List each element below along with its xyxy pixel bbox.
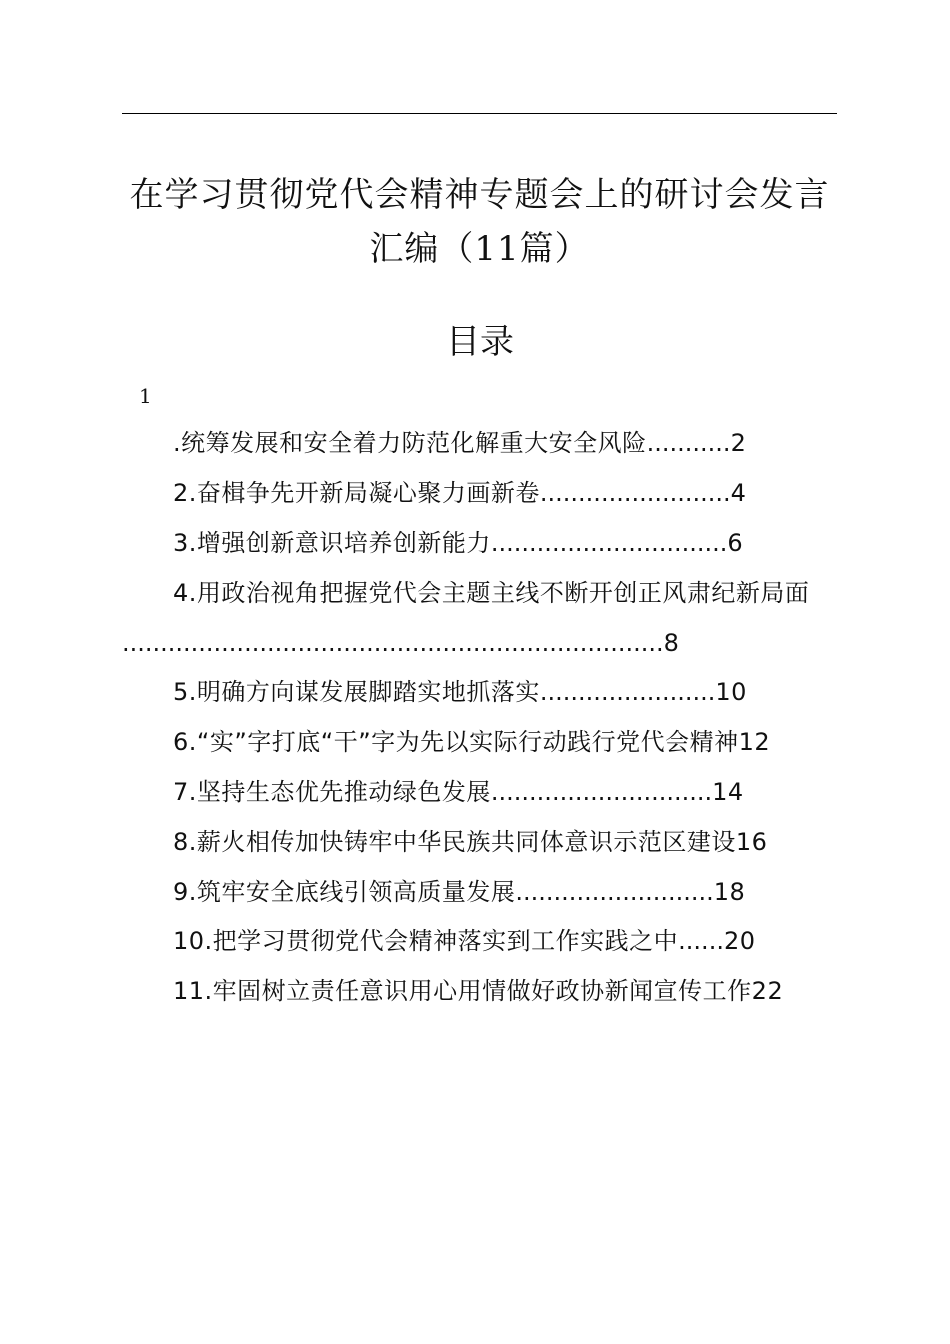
toc-leader-dots: ............................. bbox=[490, 778, 713, 806]
toc-page-number: 12 bbox=[738, 728, 771, 756]
toc-heading: 目录 bbox=[446, 322, 514, 362]
toc-leader-dots: ........... bbox=[646, 429, 731, 457]
toc-page-number: 22 bbox=[751, 977, 784, 1005]
toc-entry-5[interactable] bbox=[173, 675, 747, 709]
toc-entry-3[interactable] bbox=[173, 526, 743, 560]
section-marker: 1 bbox=[139, 384, 152, 408]
toc-entry-10[interactable] bbox=[173, 924, 756, 958]
toc-entry-6[interactable] bbox=[173, 725, 770, 759]
toc-entry-title: 6.“实”字打底“干”字为先以实际行动践行党代会精神 bbox=[173, 728, 739, 756]
title-line-1: 在学习贯彻党代会精神专题会上的研讨会发言 bbox=[129, 175, 830, 215]
toc-entry-title: 7.坚持生态优先推动绿色发展 bbox=[173, 778, 491, 806]
toc-leader-dots: ............................... bbox=[490, 529, 728, 557]
toc-entry-2[interactable] bbox=[173, 476, 746, 510]
toc-leader-dots: ....................................................................... bbox=[122, 629, 664, 657]
toc-page-number: 20 bbox=[723, 927, 756, 955]
toc-entry-4[interactable] bbox=[173, 576, 809, 610]
toc-leader-dots: ......................... bbox=[539, 479, 731, 507]
toc-page-number: 2 bbox=[730, 429, 747, 457]
toc-entry-title: 5.明确方向谋发展脚踏实地抓落实 bbox=[173, 678, 540, 706]
toc-leader-dots: ....................... bbox=[539, 678, 716, 706]
title-line-2-number: 11 bbox=[474, 229, 520, 269]
toc-entry-1[interactable] bbox=[173, 426, 746, 460]
toc-entry-title: 3.增强创新意识培养创新能力 bbox=[173, 529, 491, 557]
toc-entry-title: .统筹发展和安全着力防范化解重大安全风险 bbox=[173, 429, 647, 457]
toc-page-number: 18 bbox=[713, 878, 746, 906]
toc-page-number: 10 bbox=[715, 678, 747, 706]
toc-entry-11[interactable] bbox=[173, 974, 783, 1008]
toc-entry-title: 9.筑牢安全底线引领高质量发展 bbox=[173, 878, 516, 906]
toc-page-number: 8 bbox=[663, 629, 679, 657]
toc-entry-title: 10.把学习贯彻党代会精神落实到工作实践之中 bbox=[173, 927, 679, 955]
toc-leader-dots: .......................... bbox=[515, 878, 714, 906]
toc-leader-dots: ...... bbox=[678, 927, 724, 955]
toc-entry-8[interactable] bbox=[173, 825, 767, 859]
toc-entry-7[interactable] bbox=[173, 775, 744, 809]
toc-entry-9[interactable] bbox=[173, 875, 745, 909]
toc-entry-4-continuation[interactable] bbox=[122, 626, 679, 660]
toc-page-number: 14 bbox=[712, 778, 744, 806]
toc-entry-title: 11.牢固树立责任意识用心用情做好政协新闻宣传工作 bbox=[173, 977, 752, 1005]
title-line-2-suffix: 篇） bbox=[519, 229, 590, 269]
toc-entry-title: 2.奋楫争先开新局凝心聚力画新卷 bbox=[173, 479, 540, 507]
toc-entry-title: 4.用政治视角把握党代会主题主线不断开创正风肃纪新局面 bbox=[173, 579, 810, 607]
toc-page-number: 4 bbox=[730, 479, 747, 507]
title-line-2-prefix: 汇编（ bbox=[369, 229, 475, 269]
toc-entry-title: 8.薪火相传加快铸牢中华民族共同体意识示范区建设 bbox=[173, 828, 736, 856]
toc-page-number: 6 bbox=[727, 529, 744, 557]
toc-page-number: 16 bbox=[735, 828, 768, 856]
